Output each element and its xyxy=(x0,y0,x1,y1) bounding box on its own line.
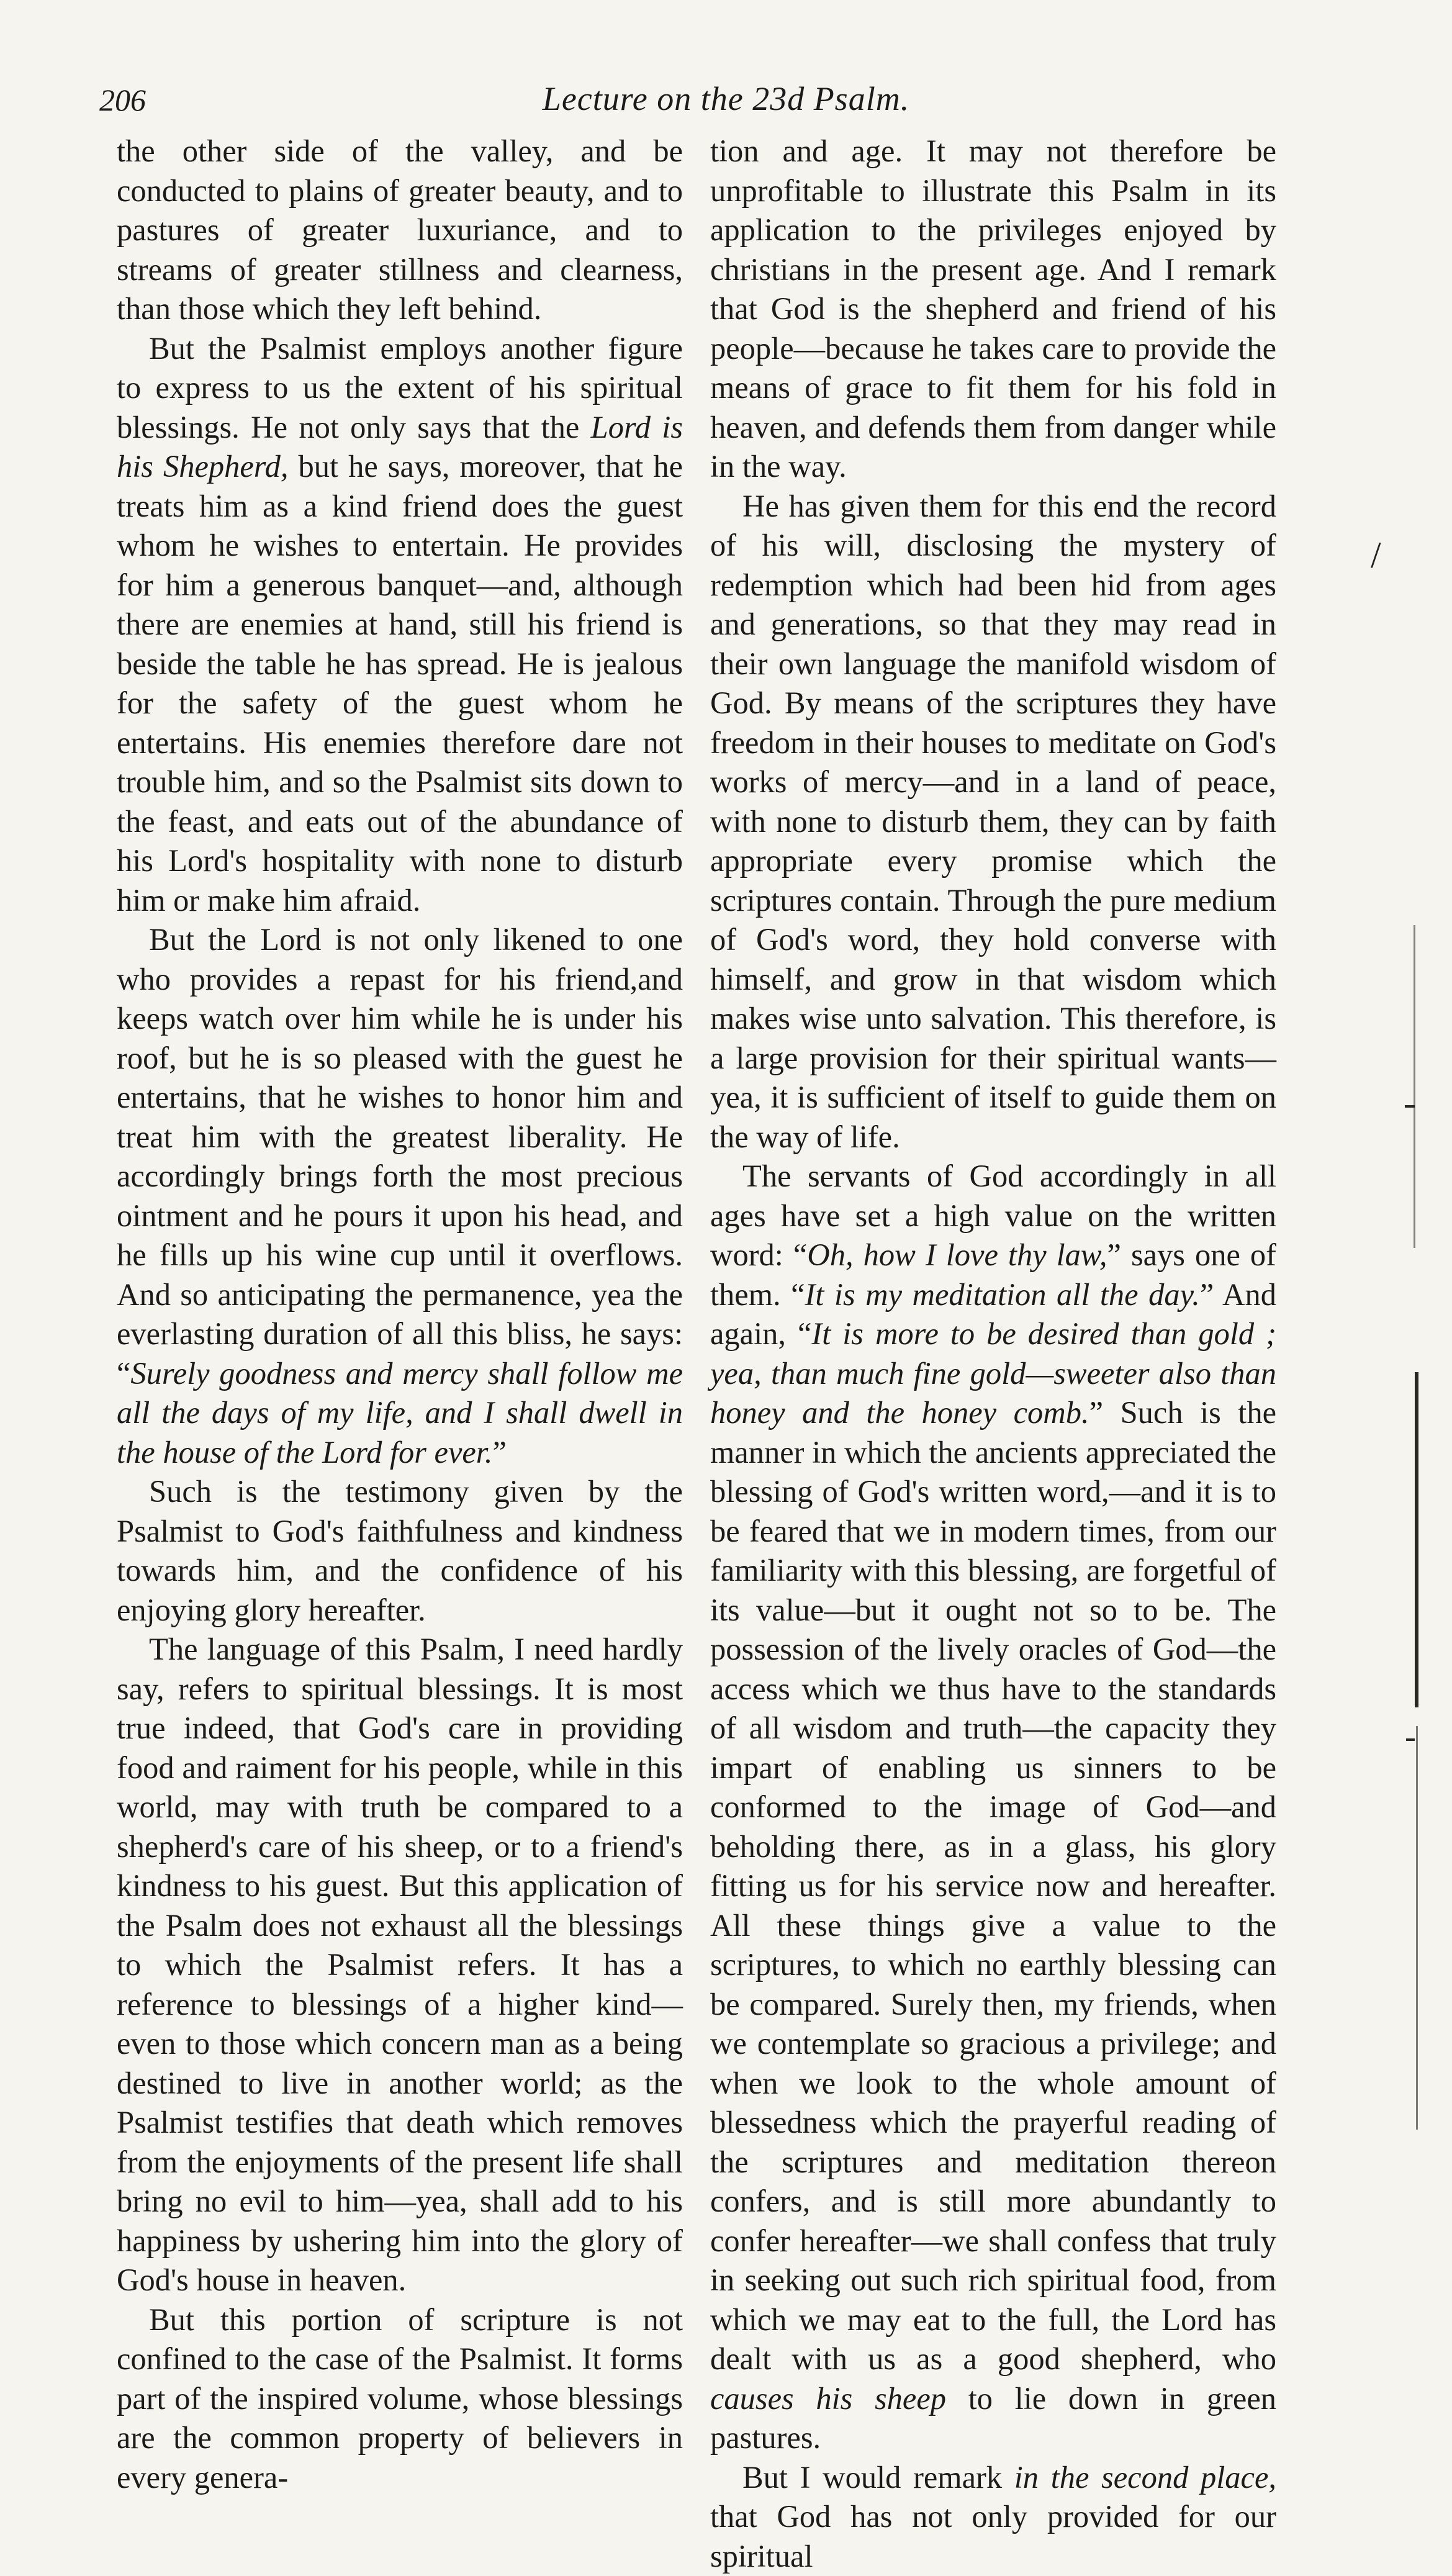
paragraph xyxy=(117,329,683,921)
running-head: Lecture on the 23d Psalm. xyxy=(0,79,1452,118)
paragraph xyxy=(710,1157,1276,2458)
paragraph: He has given them for this end the record of his will, disclosing the mystery of redemption which had been hid from ages and generations, so that they may read in their own language the manifold wisdom of God. By means of the scriptures they have freedom in their houses to meditate on God's works of mercy—and in a land of peace, with none to disturb them, they can by faith appropriate every promise which the scriptures contain. Through the pure medium of God's word, they hold converse with himself, and grow in that wisdom which makes wise unto salvation. This therefore, is a large provision for their spiritual wants—yea, it is sufficient of itself to guide them on the way of life. xyxy=(710,487,1276,1157)
italic-text: Lord is his Shepherd, xyxy=(117,410,683,484)
margin-pencil-mark: / xyxy=(1371,534,1381,577)
text-run: ” xyxy=(492,1435,506,1470)
page-header xyxy=(0,79,1452,129)
paragraph: the other side of the valley, and be conducted to plains of greater beauty, and to pastures of greater luxuriance, and to streams of greater stillness and clearness, than those which they left behind. xyxy=(117,132,683,329)
right-column xyxy=(710,132,1276,2576)
left-column xyxy=(117,132,683,2497)
italic-text: in the second place, xyxy=(1014,2460,1276,2495)
text-run: ” says one of them. “ xyxy=(710,1237,1276,1312)
text-run: But the Psalmist employs another figure to express to us the extent of his spiritual blessings. He not only says that the xyxy=(117,331,683,445)
text-run: But the Lord is not only likened to one who provides a repast for his friend,and keeps watch over him while he is under his roof, but he is so pleased with the guest he entertains, that he wishes to honor him and treat him with the greatest liberality. He accordingly brings forth the most precious ointment and he pours it upon his head, and he fills up his wine cup until it overflows. And so anticipating the permanence, yea the everlasting duration of all this bliss, he says: “ xyxy=(117,922,683,1391)
text-run: to lie down in green pastures. xyxy=(710,2381,1276,2456)
paragraph xyxy=(710,2458,1276,2576)
text-run: The servants of God accordingly in all ages have set a high value on the written word: “ xyxy=(710,1159,1276,1272)
text-run: ” Such is the manner in which the ancients appreciated the blessing of God's written word,—and it is to be feared that we in modern times, from our familiarity with this blessing, are forgetful of its value—but it ought not so to be. The possession of the lively oracles of God—the access which we thus have to the standards of all wisdom and truth—the capacity they impart of enabling us sinners to be conformed to the image of God—and beholding there, as in a glass, his glory fitting us for his service now and hereafter. All these things give a value to the scriptures, to which no earthly blessing can be compared. Surely then, my friends, when we contemplate so gracious a privilege; and when we look to the whole amount of blessedness which the prayerful reading of the scriptures and meditation thereon confers, and is still more abundantly to confer hereafter—we shall confess that truly in seeking out such rich spiritual food, from which we may eat to the full, the Lord has dealt with us as a good shepherd, who xyxy=(710,1395,1276,2376)
italic-text: Oh, how I love thy law, xyxy=(807,1237,1107,1272)
paragraph: Such is the testimony given by the Psalmist to God's faithfulness and kindness towards him, and the confidence of his enjoying glory hereafter. xyxy=(117,1472,683,1630)
paragraph: tion and age. It may not therefore be unprofitable to illustrate this Psalm in its application to the privileges enjoyed by christians in the present age. And I remark that God is the shepherd and friend of his people—because he takes care to provide the means of grace to fit them for his fold in heaven, and defends them from danger while in the way. xyxy=(710,132,1276,487)
page-number: 206 xyxy=(99,82,146,118)
text-run: but he says, moreover, that he treats him as a kind friend does the guest whom he wishes to entertain. He provides for him a generous banquet—and, although there are enemies at hand, still his friend is beside the table he has spread. He is jealous for the safety of the guest whom he entertains. His enemies therefore dare not trouble him, and so the Psalmist sits down to the feast, and eats out of the abundance of his Lord's hospitality with none to disturb him or make him afraid. xyxy=(117,449,683,918)
text-run: ” And again, “ xyxy=(710,1277,1276,1352)
italic-text: It is my meditation all the day. xyxy=(805,1277,1200,1312)
scan-edge-artifact xyxy=(1400,925,1437,2136)
paragraph xyxy=(117,920,683,1472)
italic-text: Surely goodness and mercy shall follow me all the days of my life, and I shall dwell in the house of the Lord for ever. xyxy=(117,1356,683,1470)
italic-text: It is more to be desired than gold ; yea, than much fine gold—sweeter also than honey and the honey comb. xyxy=(710,1316,1276,1430)
paragraph: But this portion of scripture is not confined to the case of the Psalmist. It forms part of the inspired volume, whose blessings are the common property of believers in every genera- xyxy=(117,2300,683,2498)
paragraph: The language of this Psalm, I need hardly say, refers to spiritual blessings. It is most true indeed, that God's care in providing food and raiment for his people, while in this world, may with truth be compared to a shepherd's care of his sheep, or to a friend's kindness to his guest. But this application of the Psalm does not exhaust all the blessings to which the Psalmist refers. It has a reference to blessings of a higher kind—even to those which concern man as a being destined to live in another world; as the Psalmist testifies that death which removes from the enjoyments of the present life shall bring no evil to him—yea, shall add to his happiness by ushering him into the glory of God's house in heaven. xyxy=(117,1630,683,2300)
text-run: But I would remark xyxy=(742,2460,1014,2495)
text-run: that God has not only provided for our spiritual xyxy=(710,2499,1276,2574)
italic-text: causes his sheep xyxy=(710,2381,946,2416)
